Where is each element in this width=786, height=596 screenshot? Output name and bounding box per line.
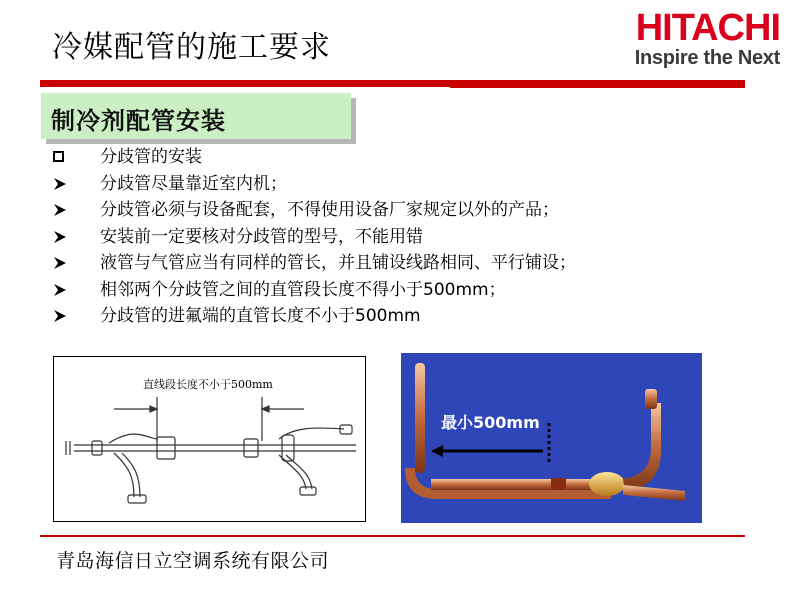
bullet-item (52, 171, 576, 198)
bullet-item (52, 197, 576, 224)
bullet-text: 液管与气管应当有同样的管长，并且铺设线路相同、平行铺设； (100, 253, 576, 273)
bullet-text: 分歧管的安装 (100, 147, 202, 167)
bullet-text: 分歧管尽量靠近室内机； (100, 173, 287, 194)
arrow-bullet-icon (52, 224, 72, 251)
bullet-item (52, 277, 576, 304)
bullet-item (52, 250, 576, 277)
bullet-text: 相邻两个分歧管之间的直管段长度不得小于500mm； (100, 279, 506, 300)
bullet-item (52, 303, 576, 330)
arrow-bullet-icon (52, 303, 72, 330)
photo-dimension-label: 最小500mm (441, 413, 540, 432)
logo-slogan: Inspire the Next (634, 48, 780, 68)
arrow-bullet-icon (52, 277, 72, 304)
arrow-bullet-icon (52, 250, 72, 277)
slide-title: 冷媒配管的施工要求 (52, 30, 331, 65)
arrow-bullet-icon (52, 197, 72, 224)
hitachi-logo (600, 8, 780, 68)
bullet-text: 安装前一定要核对分歧管的型号，不能用错 (100, 226, 423, 247)
bullet-list (52, 144, 576, 330)
company-footer: 青岛海信日立空调系统有限公司 (56, 550, 330, 572)
arrow-bullet-icon (52, 171, 72, 198)
square-bullet-icon (52, 144, 72, 171)
diagram-dimension-label: 直线段长度不小于500mm (143, 378, 273, 391)
bullet-item (52, 224, 576, 251)
header-rule-thin (450, 86, 745, 88)
logo-brand: HITACHI (635, 7, 780, 49)
section-heading-text: 制冷剂配管安装 (51, 107, 226, 135)
branch-pipe-photo (401, 353, 702, 523)
footer-rule (40, 535, 745, 537)
section-heading (41, 93, 351, 139)
copper-pipe-illustration (401, 353, 702, 523)
bullet-text: 分歧管必须与设备配套，不得使用设备厂家规定以外的产品； (100, 200, 559, 220)
bullet-item (52, 144, 576, 171)
bullet-text: 分歧管的进氟端的直管长度不小于500mm (100, 306, 421, 326)
